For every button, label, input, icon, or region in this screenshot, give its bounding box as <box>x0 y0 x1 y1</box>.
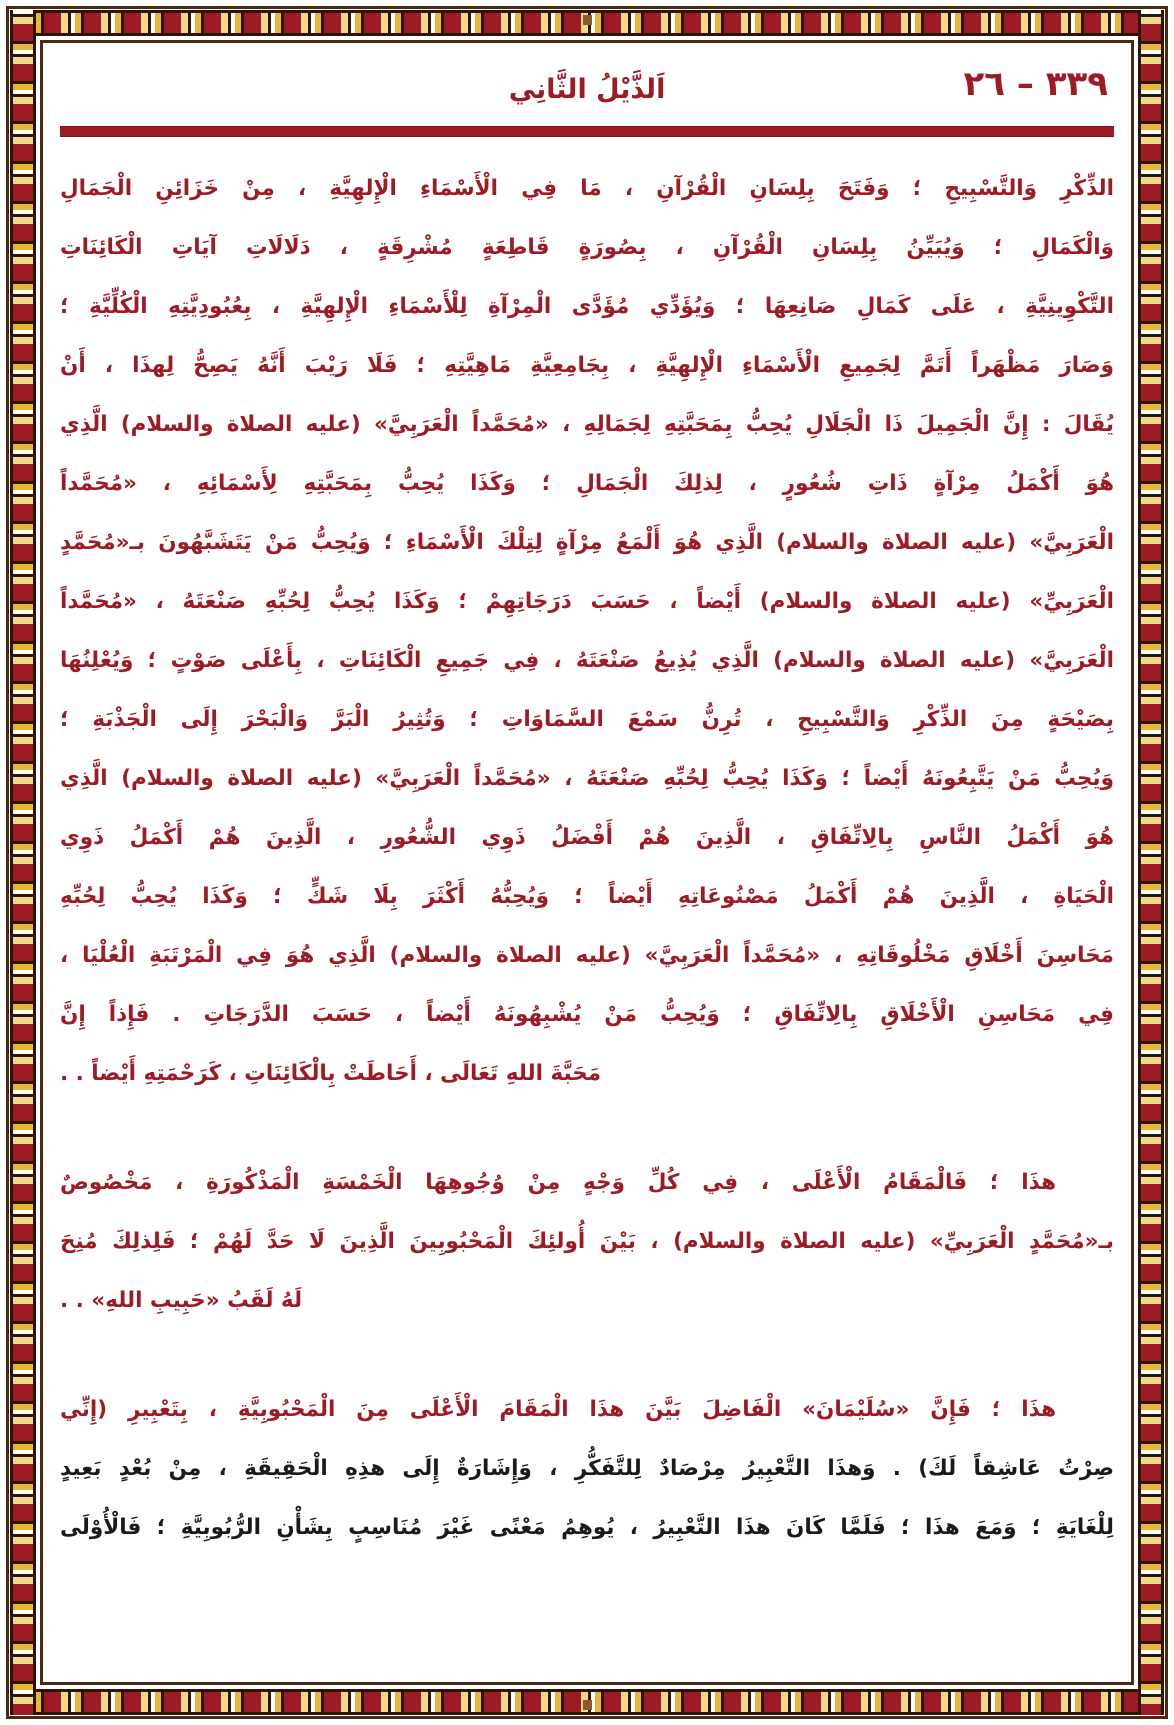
header-divider <box>60 126 1114 137</box>
text-line: لِلْغَايَةِ ؛ وَمَعَ هذَا ؛ فَلَمَّا كَانَ هذَا التَّعْبِيرُ ، يُوهِمُ مَعْنًى غَيْرَ مُنَاسِبٍ بِشَأْنِ الرُّبُوبِيَّةِ ؛ فَالْأُوْلَى <box>60 1515 1114 1540</box>
paragraph-spacer <box>60 1354 1114 1382</box>
paragraph-spacer <box>60 1127 1114 1155</box>
text-line: التَّكْوِينِيَّةِ ، عَلَى كَمَالِ صَانِعِهَا ؛ وَيُؤَدِّي مُؤَدَّى الْمِرْآةِ لِلْأَسْمَاءِ الْإِلهِيَّةِ ، بِعُبُودِيَّتِهِ الْكُلِّيَّةِ ؛ <box>60 294 1114 319</box>
text-line: الْعَرَبِيِّ» (عليه الصلاة والسلام) أَيْضاً ، حَسَبَ دَرَجَاتِهِمْ ؛ وَكَذَا يُحِبُّ لِحُبِّهِ صَنْعَتَهُ ، «مُحَمَّداً <box>60 589 1114 614</box>
decorative-border-left <box>10 10 36 1715</box>
text-line: فِي مَحَاسِنِ الْأَخْلَاقِ بِالِاتِّفَاقِ ؛ وَيُحِبُّ مَنْ يُشْبِهُونَهُ أَيْضاً ، حَسَبَ الدَّرَجَاتِ . فَإِذاً إِنَّ <box>60 1002 1114 1027</box>
decorative-border-right <box>1138 10 1164 1715</box>
paragraph-3 <box>60 1382 1114 1555</box>
decorative-border-top <box>10 10 1164 36</box>
text-line: الْعَرَبِيَّ» (عليه الصلاة والسلام) الَّذِي يُذِيعُ صَنْعَتَهُ ، فِي جَمِيعِ الْكَائِنَاتِ ، بِأَعْلَى صَوْتٍ ؛ وَيُعْلِنُهَا <box>60 648 1114 673</box>
page-header <box>60 52 1114 122</box>
text-line: يُقَالَ : إِنَّ الْجَمِيلَ ذَا الْجَلَالِ يُحِبُّ بِمَحَبَّتِهِ لِجَمَالِهِ ، «مُحَمَّداً الْعَرَبِيَّ» (عليه الصلاة والسلام) الَّذِي <box>60 412 1114 437</box>
text-line: الذِّكْرِ وَالتَّسْبِيحِ ؛ وَفَتَحَ بِلِسَانِ الْقُرْآنِ ، مَا فِي الْأَسْمَاءِ الْإِلهِيَّةِ ، مِنْ خَزَائِنِ الْجَمَالِ <box>60 176 1114 201</box>
text-line: الْعَرَبِيَّ» (عليه الصلاة والسلام) الَّذِي هُوَ أَلْمَعُ مِرْآةٍ لِتِلْكَ الْأَسْمَاءِ ؛ وَيُحِبُّ مَنْ يَتَشَبَّهُونَ بـ«مُحَمَّدٍ <box>60 530 1114 555</box>
text-line: هُوَ أَكْمَلُ مِرْآةٍ ذَاتِ شُعُورٍ ، لِذلِكَ الْجَمَالِ ؛ وَكَذَا يُحِبُّ بِمَحَبَّتِهِ لِأَسْمَائِهِ ، «مُحَمَّداً <box>60 471 1114 496</box>
page-number: ٣٣٩ – ٢٦ <box>963 64 1108 104</box>
decorative-border-bottom <box>10 1689 1164 1715</box>
body-text <box>60 161 1114 1555</box>
text-line: وَصَارَ مَظْهَراً أَتَمَّ لِجَمِيعِ الْأَسْمَاءِ الْإِلهِيَّةِ ، بِجَامِعِيَّةِ مَاهِيَّتِهِ ؛ فَلَا رَيْبَ أَنَّهُ يَصِحُّ لِهذَا ، أَنْ <box>60 353 1114 378</box>
page-title: اَلذَّيْلُ الثَّانِي <box>508 73 666 105</box>
page-content <box>60 52 1114 1673</box>
text-line: بِصَيْحَةٍ مِنَ الذِّكْرِ وَالتَّسْبِيحِ ، تُرِنُّ سَمْعَ السَّمَاوَاتِ ؛ وَتُثِيرُ الْبَرَّ وَالْبَحْرَ إِلَى الْجَذْبَةِ ؛ <box>60 707 1114 732</box>
paragraph-2 <box>60 1155 1114 1328</box>
text-line: وَالْكَمَالِ ؛ وَيُبَيِّنُ بِلِسَانِ الْقُرْآنِ ، بِصُورَةٍ قَاطِعَةٍ مُشْرِقَةٍ ، دَلَالَاتِ آيَاتِ الْكَائِنَاتِ <box>60 235 1114 260</box>
text-line: لَهُ لَقَبُ «حَبِيبِ اللهِ» . . <box>60 1288 303 1313</box>
text-line: الْحَيَاةِ ، الَّذِينَ هُمْ أَكْمَلُ مَصْنُوعَاتِهِ أَيْضاً ؛ وَيُحِبُّهُ أَكْثَرَ بِلَا شَكٍّ ؛ وَكَذَا يُحِبُّ لِحُبِّهِ <box>60 884 1114 909</box>
paragraph-1 <box>60 161 1114 1101</box>
text-line: مَحَبَّةَ اللهِ تَعَالَى ، أَحَاطَتْ بِالْكَائِنَاتِ ، كَرَحْمَتِهِ أَيْضاً . . <box>60 1061 602 1086</box>
text-line: هذَا ؛ فَالْمَقَامُ الْأَعْلَى ، فِي كُلِّ وَجْهٍ مِنْ وُجُوهِهَا الْخَمْسَةِ الْمَذْكُورَةِ ، مَخْصُوصٌ <box>60 1170 1056 1195</box>
border-tick-icon <box>583 15 592 25</box>
border-tick-icon <box>583 1700 592 1710</box>
text-line: هُوَ أَكْمَلُ النَّاسِ بِالِاتِّفَاقِ ، الَّذِينَ هُمْ أَفْضَلُ ذَوِي الشُّعُورِ ، الَّذِينَ هُمْ أَكْمَلُ ذَوِي <box>60 825 1114 850</box>
text-line: وَيُحِبُّ مَنْ يَتَّبِعُونَهُ أَيْضاً ؛ وَكَذَا يُحِبُّ لِحُبِّهِ صَنْعَتَهُ ، «مُحَمَّداً الْعَرَبِيَّ» (عليه الصلاة والسلام) الَّذِي <box>60 766 1114 791</box>
text-line: صِرْتُ عَاشِقاً لَكَ) . وَهذَا التَّعْبِيرُ مِرْصَادٌ لِلتَّفَكُّرِ ، وَإِشَارَةٌ إِلَى هذِهِ الْحَقِيقَةِ ، مِنْ بُعْدٍ بَعِيدٍ <box>60 1456 1114 1481</box>
text-line: هذَا ؛ فَإِنَّ «سُلَيْمَانَ» الْفَاضِلَ بَيَّنَ هذَا الْمَقَامَ الْأَعْلَى مِنَ الْمَحْبُوبِيَّةِ ، بِتَعْبِيرِ (إِنِّي <box>60 1397 1056 1422</box>
text-line: مَحَاسِنَ أَخْلَاقِ مَخْلُوقَاتِهِ ، «مُحَمَّداً الْعَرَبِيَّ» (عليه الصلاة والسلام) الَّذِي هُوَ فِي الْمَرْتَبَةِ الْعُلْيَا ، <box>60 943 1114 968</box>
text-line: بـ«مُحَمَّدٍ الْعَرَبِيِّ» (عليه الصلاة والسلام) ، بَيْنَ أُولئِكَ الْمَحْبُوبِينَ الَّذِينَ لَا حَدَّ لَهُمْ ؛ فَلِذلِكَ مُنِحَ <box>60 1229 1114 1254</box>
